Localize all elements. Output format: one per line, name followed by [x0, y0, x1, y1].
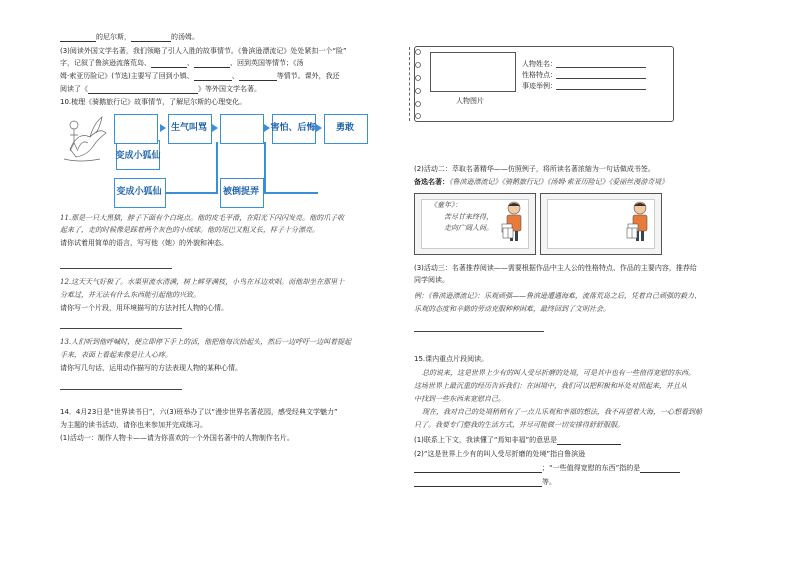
bookmark-line: 苦尽甘来终得，	[444, 213, 493, 221]
example-field[interactable]	[556, 89, 646, 90]
q13-prompt: 请你写几句话，运用动作描写的方法表现人物的某种心情。	[60, 364, 242, 372]
name-field[interactable]	[556, 67, 646, 68]
activity3-prompt: (3)活动三：名著推荐阅读——需要根据作品中主人公的性格特点、作品的主要内容，推荐给	[414, 264, 697, 272]
q10-prompt: 10.梳理《骑鹅旅行记》故事情节，了解尼尔斯的心理变化。	[60, 98, 247, 106]
example-text: 乐观的态度和辛勤的劳动克服种种困难，最终回到了文明社会。	[414, 305, 610, 313]
flow-label: 被倒捉弄	[222, 187, 259, 197]
photo-label: 人物图片	[456, 97, 484, 105]
bookmark-line: 走向广阔人间。	[444, 224, 493, 232]
flow-connector	[166, 142, 218, 194]
bookmark-title: 《童年》：	[430, 201, 462, 209]
q9-3-line4: 阅读了《 》等外国文学名著。	[60, 85, 261, 93]
flow-label: 害怕、后悔	[270, 123, 316, 133]
q9-3-line1: (3)阅读外国文学名著，我们领略了引人入胜的故事情节。《鲁滨逊漂流记》处处紧扣一个“险”	[60, 47, 347, 55]
q11-prompt: 请你试着用简单的语言，写写他（她）的外貌和神态。	[60, 239, 228, 247]
answer-blank[interactable]	[88, 85, 198, 94]
q12-text: 12.这天天气好极了。水渠里流水清满，树上鲜芽满枝，小鸟在耳边欢唱。而他却坐在那里十	[60, 278, 345, 286]
subquestion-2-cont: ；“一些值得宽慰的东西”指的是	[414, 464, 680, 473]
q15-heading: 15.课内重点片段阅读。	[414, 355, 489, 363]
student-reading-icon	[498, 198, 530, 248]
answer-blank[interactable]	[414, 478, 542, 487]
flow-connector	[264, 142, 318, 194]
passage-line: 这场世界上最沉重的经历告诉我们：在困境中，我们可以把积极和坏处对照起来，并且从	[414, 382, 687, 390]
flow-box-top-1[interactable]	[114, 114, 158, 144]
q14-text: 为主题的读书活动，请你也来参加并完成练习。	[60, 421, 207, 429]
photo-frame[interactable]	[430, 52, 516, 92]
options-label: 备选名著：	[414, 178, 449, 186]
q9-line1: 的尼尔斯， 的汤姆。	[60, 33, 199, 42]
trait-label: 性格特点：	[522, 71, 557, 79]
q14-activity1: (1)活动一：制作人物卡——请为你喜欢的一个外国名著中的人物制作名片。	[60, 434, 294, 442]
example-text: 例：《鲁滨逊漂流记》：乐观顽强——鲁滨逊遭遇海难，流落荒岛之后，凭着自己顽强的毅力、	[414, 292, 701, 300]
example-label: 事迹举例：	[522, 82, 557, 90]
q11-text: 11.那是一只大黑猫，脖子下面有个白斑点。他的皮毛平滑，在阳光下闪闪发亮。他的爪子收	[60, 214, 345, 222]
answer-line[interactable]	[60, 328, 182, 329]
q13-text: 手来，表面上看起来像是让人心疼。	[60, 351, 172, 359]
answer-blank[interactable]	[239, 72, 277, 81]
subquestion-1: (1)联系上下文，我读懂了“焉知非福”的意思是	[414, 436, 621, 445]
answer-line[interactable]	[60, 389, 182, 390]
q9-3-line2: 字，记叙了鲁滨逊流落荒岛、 、 、回到英国等情节；《汤	[60, 59, 304, 67]
answer-blank[interactable]	[414, 464, 542, 473]
answer-blank[interactable]	[557, 436, 621, 445]
flow-box-top-3[interactable]	[220, 114, 264, 144]
activity2-prompt: (2)活动二：萃取名著精华——仿照例子，将所读名著浓缩为一句话做成书签。	[414, 165, 655, 173]
options-list: 《鲁滨逊漂流记》《骑鹅旅行记》《汤姆·索亚历险记》《爱丽丝漫游奇境》	[449, 178, 669, 186]
q14-text: 14．4月23日是“世界读书日”，六(3)班举办了以“漫步世界名著花园，感受经典文学魅力”	[60, 408, 338, 416]
q13-text: 13.人们听到他呼喊时，便立即停下手上的活，他把他每次抬起头，然后一边呼吁一边叫着提起	[60, 338, 352, 346]
answer-blank[interactable]	[194, 59, 230, 68]
activity3-prompt: 同学阅读。	[414, 276, 449, 284]
q11-text: 起来了，走的时候像是踩着两个灰色的小绒球。他的尾巴又粗又长，样子十分漂亮。	[60, 226, 319, 234]
passage-line: 中找到一些东西来宽慰自己。	[414, 395, 505, 403]
goose-illustration	[60, 109, 112, 167]
answer-blank[interactable]	[131, 33, 171, 42]
flow-label: 变成小狐仙	[115, 151, 161, 161]
name-label: 人物姓名：	[522, 60, 557, 68]
passage-line: 总的说来，这是世界上少有的叫人受尽折磨的处境，可是其中也有一些值得宽慰的东西。	[422, 369, 695, 377]
card-binding-rings	[408, 44, 424, 122]
passage-line: 现在，我对自己的处境稍稍有了一点儿乐观和幸福的想法，我不再望着大海，一心想看到船	[422, 408, 702, 416]
q12-text: 分难过，并无法有什么东西能引起他的兴致。	[60, 291, 200, 299]
student-reading-icon	[624, 198, 656, 248]
answer-blank[interactable]	[60, 33, 96, 42]
subquestion-2-end: 等。	[414, 478, 556, 487]
flow-label: 生气叫骂	[170, 123, 207, 133]
answer-line[interactable]	[414, 331, 544, 332]
arrow-right-icon	[212, 124, 218, 132]
q9-3-line3: 姆·索亚历险记》(节选)主要写了回到小镇、 、 等情节。课外，我还	[60, 72, 340, 80]
answer-blank[interactable]	[640, 464, 680, 473]
flow-label: 变成小狐仙	[116, 187, 162, 197]
answer-blank[interactable]	[194, 72, 232, 81]
book-icon	[502, 226, 514, 240]
subquestion-2: (2)“这是世界上少有的叫人受尽折磨的处境”指自鲁滨逊	[414, 450, 586, 458]
trait-field[interactable]	[556, 78, 646, 79]
flow-label: 勇敢	[335, 123, 354, 133]
answer-blank[interactable]	[151, 59, 187, 68]
passage-line: 只了。我要专门整我的生活方式，并尽可能做一切安排得舒舒服服。	[414, 421, 624, 429]
answer-line[interactable]	[60, 268, 172, 269]
options-line	[414, 178, 668, 187]
q12-prompt: 请你写一个片段，用环境描写的方法衬托人物的心情。	[60, 304, 228, 312]
book-icon	[626, 226, 638, 240]
